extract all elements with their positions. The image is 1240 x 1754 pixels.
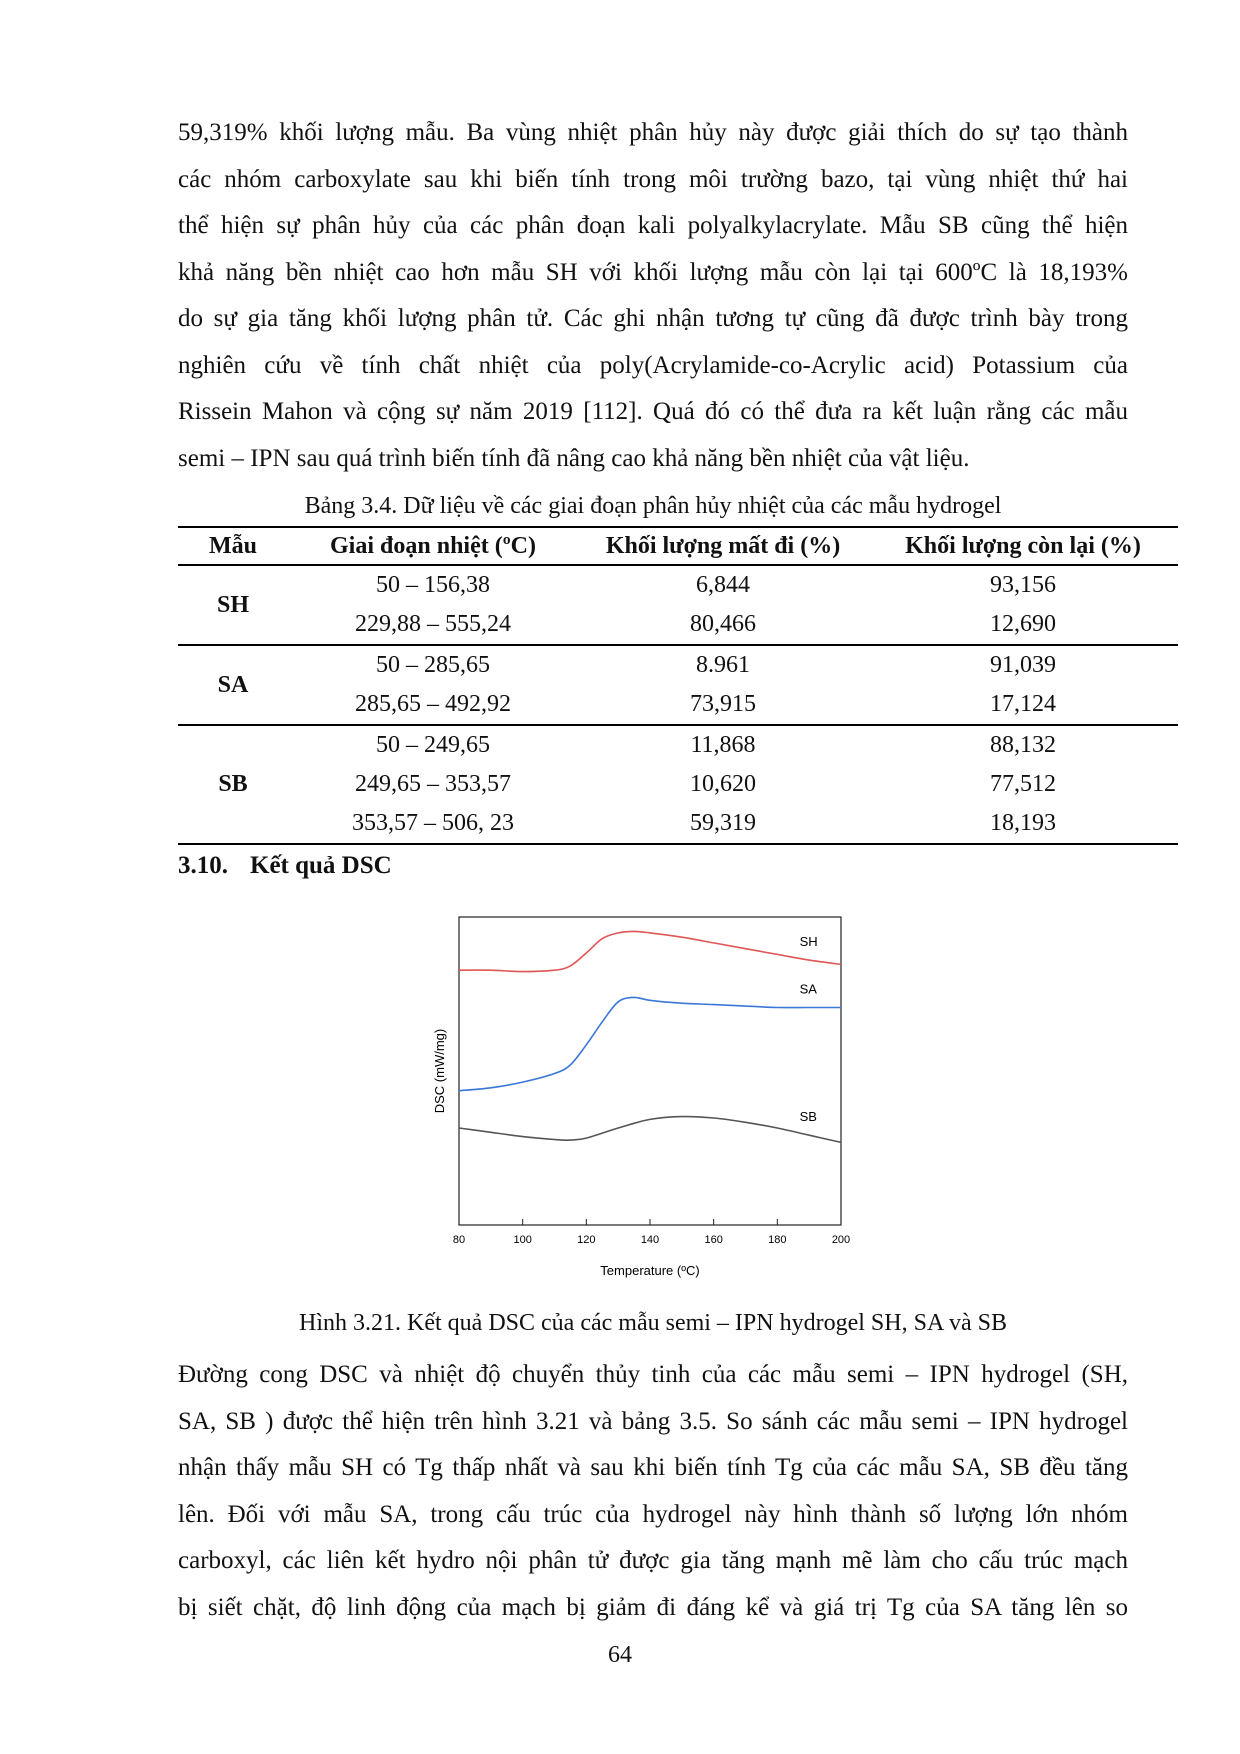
- header-mass-remaining: Khối lượng còn lại (%): [868, 527, 1178, 565]
- y-axis-label: DSC (mW/mg): [432, 1028, 447, 1114]
- text-line: lên. Đối với mẫu SA, trong cấu trúc của hydrogel này hình thành số lượng lớn nhóm: [178, 1500, 1128, 1528]
- table-cell: 88,132: [990, 732, 1056, 758]
- series-label-sh: SH: [799, 934, 818, 950]
- x-axis-ticks: [453, 1219, 850, 1246]
- text-line: do sự gia tăng khối lượng phân tử. Các ghi nhận tương tự cũng đã được trình bày trong: [178, 305, 1128, 332]
- series-label-sa: SA: [799, 981, 817, 997]
- table-cell: 285,65 – 492,92: [288, 685, 578, 725]
- header-mass-loss: Khối lượng mất đi (%): [578, 527, 868, 565]
- table-cell: 10,620: [690, 771, 756, 797]
- section-heading: [178, 852, 392, 880]
- paragraph-dsc-discussion: [178, 1352, 1128, 1631]
- series-labels: [800, 934, 818, 1124]
- sample-cell: SA: [178, 645, 288, 725]
- table-cell: 50 – 156,38: [376, 572, 490, 598]
- table-cell: 6,844: [696, 572, 750, 598]
- table-cell: 8.961: [696, 652, 750, 678]
- table-cell: 80,466: [578, 605, 868, 645]
- text-line: khả năng bền nhiệt cao hơn mẫu SH với khối lượng mẫu còn lại tại 600ºC là 18,193%: [178, 258, 1128, 286]
- header-sample: Mẫu: [178, 527, 288, 565]
- header-stage: Giai đoạn nhiệt (ºC): [288, 527, 578, 565]
- table-cell: 17,124: [868, 685, 1178, 725]
- plot-frame: [459, 917, 841, 1225]
- text-line: SA, SB ) được thể hiện trên hình 3.21 và bảng 3.5. So sánh các mẫu semi – IPN hydrogel: [178, 1407, 1128, 1435]
- table-cell: 93,156: [990, 572, 1056, 598]
- paragraph-thermal-stability: [178, 110, 1128, 482]
- section-number: 3.10.: [178, 852, 228, 879]
- sample-cell: SH: [178, 565, 288, 645]
- decomposition-table: [178, 526, 1178, 845]
- section-title: Kết quả DSC: [250, 852, 392, 879]
- series-line-sa: [459, 997, 841, 1090]
- table-cell: 73,915: [578, 685, 868, 725]
- x-axis-label: Temperature (ºC): [600, 1263, 700, 1278]
- text-line: Rissein Mahon và cộng sự năm 2019 [112]. Quá đó có thể đưa ra kết luận rằng các mẫu: [178, 398, 1128, 425]
- table-row: [178, 765, 1178, 804]
- series-line-sh: [459, 931, 841, 971]
- table-cell: 59,319: [578, 804, 868, 844]
- table-cell: 229,88 – 555,24: [288, 605, 578, 645]
- table-cell: 18,193: [868, 804, 1178, 844]
- table-row: [178, 605, 1178, 645]
- page-number: 64: [608, 1642, 632, 1668]
- table-cell: 353,57 – 506, 23: [288, 804, 578, 844]
- table-cell: 12,690: [868, 605, 1178, 645]
- table-header-row: [178, 527, 1178, 565]
- table-cell: 249,65 – 353,57: [355, 771, 511, 797]
- text-line: thể hiện sự phân hủy của các phân đoạn kali polyalkylacrylate. Mẫu SB cũng thể hiện: [178, 212, 1128, 239]
- text-line: carboxyl, các liên kết hydro nội phân tử được gia tăng mạnh mẽ làm cho cấu trúc mạch: [178, 1547, 1128, 1574]
- text-line: nghiên cứu về tính chất nhiệt của poly(Acrylamide-co-Acrylic acid) Potassium của: [178, 351, 1128, 379]
- text-line: bị siết chặt, độ linh động của mạch bị giảm đi đáng kể và giá trị Tg của SA tăng lên so: [178, 1593, 1128, 1621]
- table-cell: 91,039: [990, 652, 1056, 678]
- table-row: [178, 565, 1178, 605]
- text-line: nhận thấy mẫu SH có Tg thấp nhất và sau khi biến tính Tg của các mẫu SA, SB đều tăng: [178, 1454, 1128, 1481]
- text-line: semi – IPN sau quá trình biến tính đã nâng cao khả năng bền nhiệt của vật liệu.: [178, 444, 970, 472]
- table-row: [178, 725, 1178, 765]
- series-label-sb: SB: [799, 1109, 817, 1125]
- x-tick-label: 160: [704, 1234, 723, 1246]
- x-tick-label: 140: [640, 1234, 660, 1246]
- x-tick-label: 100: [513, 1234, 532, 1246]
- x-tick-label: 120: [577, 1234, 596, 1246]
- series-lines: [459, 931, 841, 1142]
- table-cell: 11,868: [690, 732, 756, 758]
- dsc-chart: [426, 910, 866, 1300]
- table-row: [178, 645, 1178, 685]
- x-tick-label: 200: [831, 1234, 851, 1246]
- x-tick-label: 180: [768, 1234, 787, 1246]
- text-line: Đường cong DSC và nhiệt độ chuyển thủy tinh của các mẫu semi – IPN hydrogel (SH,: [178, 1361, 1128, 1388]
- table-cell: 50 – 285,65: [376, 652, 490, 678]
- table-cell: 77,512: [990, 771, 1056, 797]
- table-cell: 50 – 249,65: [376, 732, 490, 758]
- table-row: [178, 804, 1178, 844]
- text-line: các nhóm carboxylate sau khi biến tính trong môi trường bazo, tại vùng nhiệt thứ hai: [178, 165, 1128, 193]
- text-line: 59,319% khối lượng mẫu. Ba vùng nhiệt phân hủy này được giải thích do sự tạo thành: [178, 119, 1128, 146]
- x-tick-label: 80: [452, 1234, 466, 1246]
- table-caption: Bảng 3.4. Dữ liệu về các giai đoạn phân hủy nhiệt của các mẫu hydrogel: [304, 493, 1002, 519]
- series-line-sb: [459, 1117, 841, 1143]
- table-row: [178, 685, 1178, 725]
- sample-cell: SB: [178, 725, 288, 844]
- figure-caption: Hình 3.21. Kết quả DSC của các mẫu semi – IPN hydrogel SH, SA và SB: [299, 1310, 1007, 1336]
